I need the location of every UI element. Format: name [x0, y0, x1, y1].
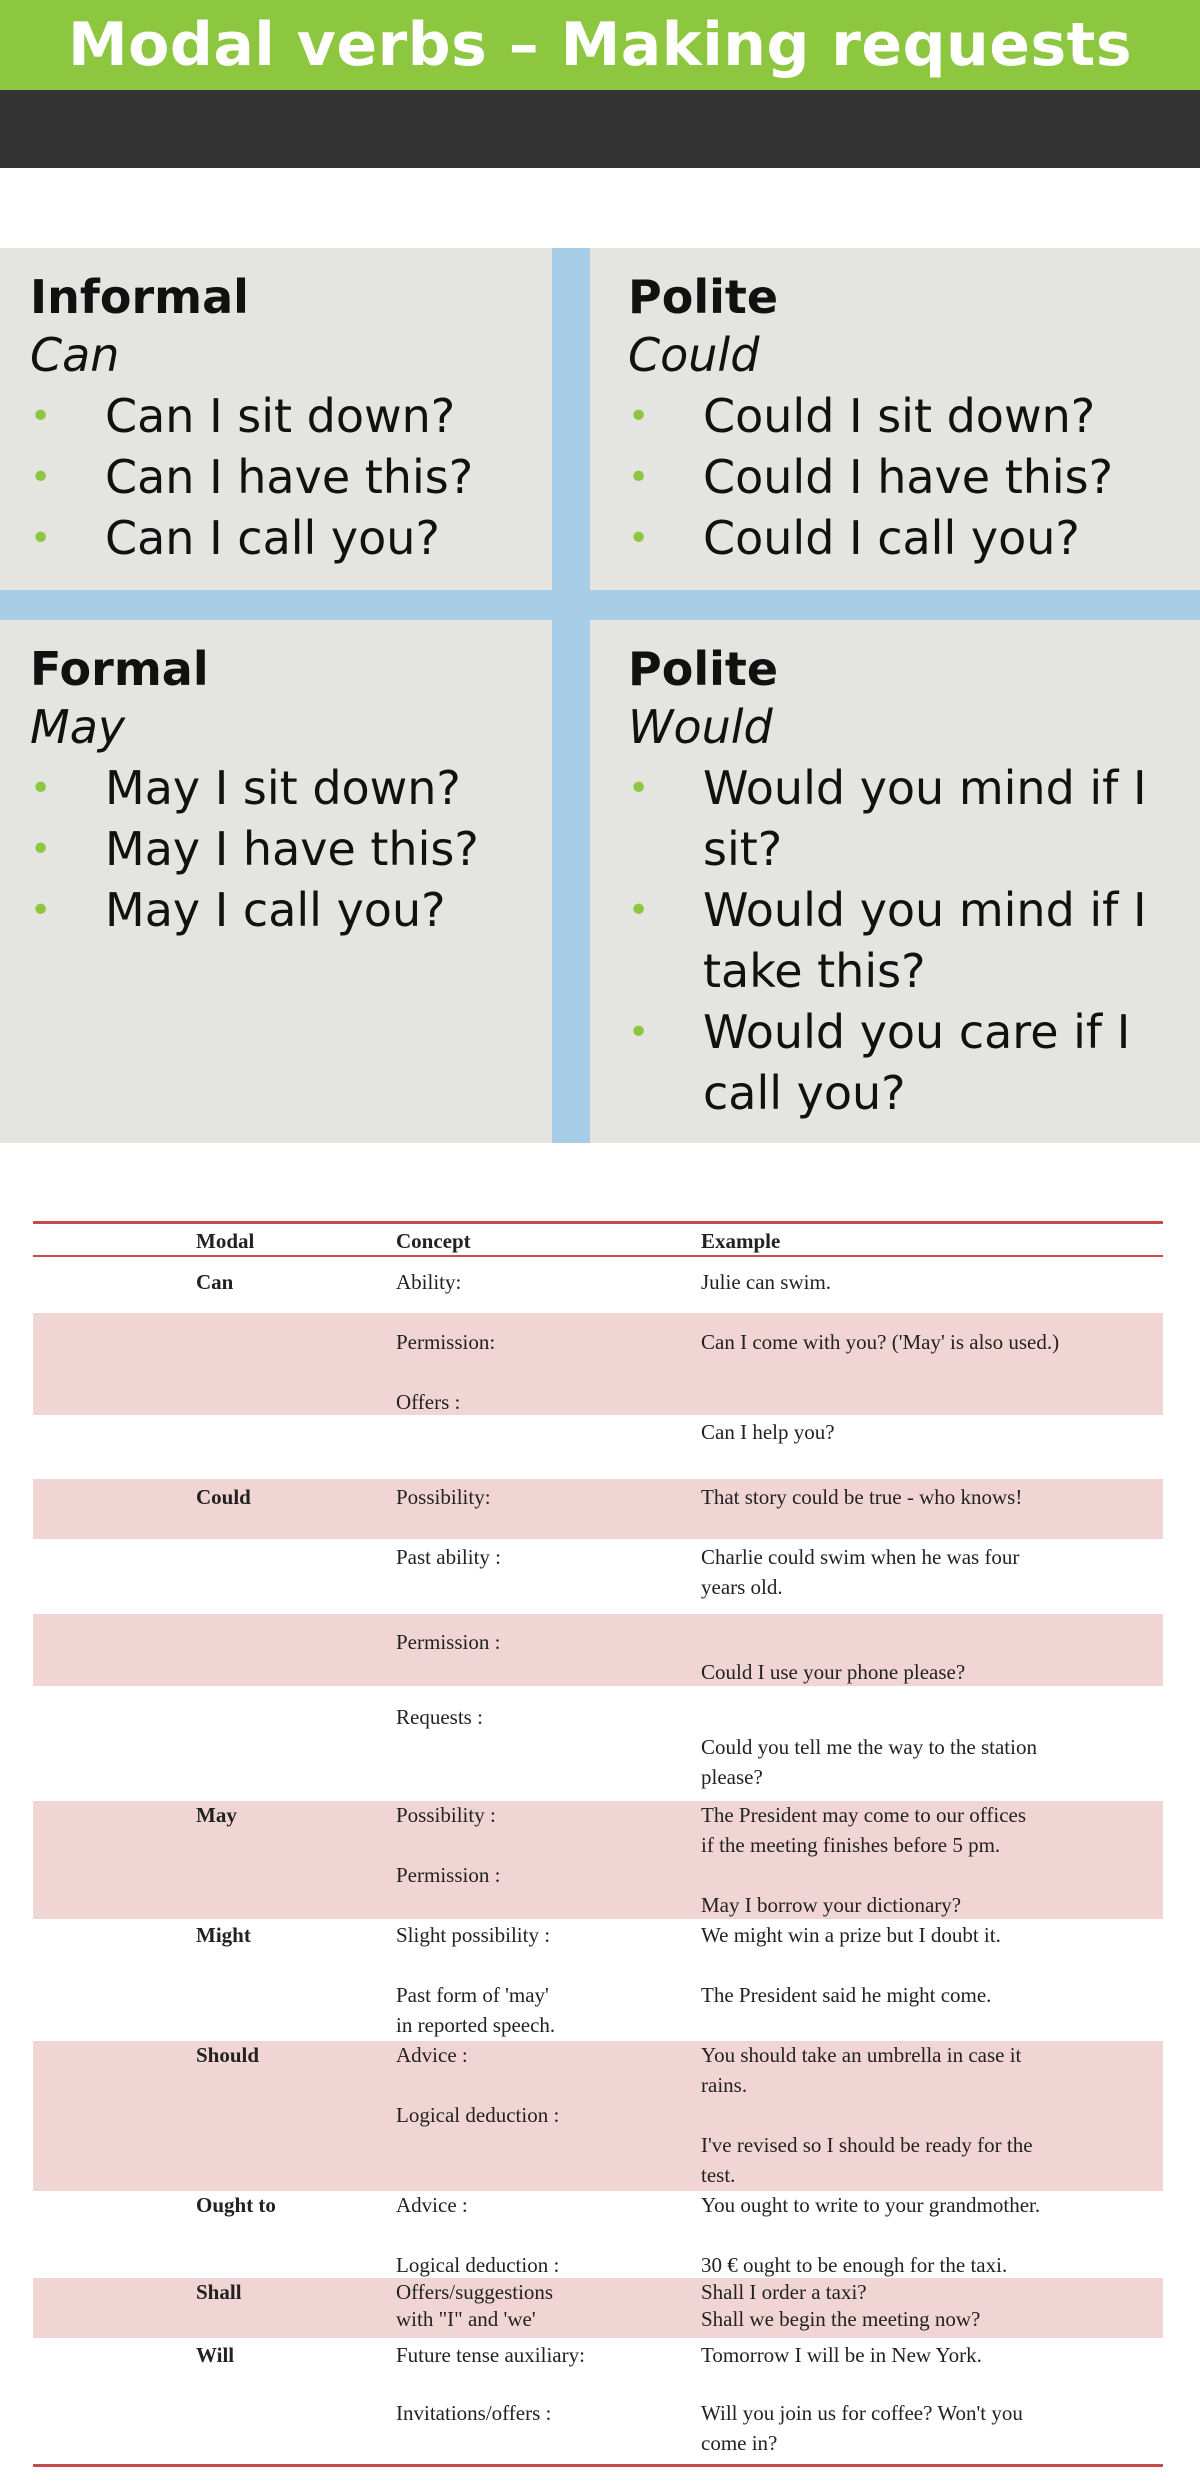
example-list [30, 758, 570, 941]
example-text: Could I sit down? [703, 389, 1096, 443]
bullet-icon: • [30, 457, 52, 498]
cell-modal: Should [196, 2043, 260, 2067]
bullet-icon: • [30, 396, 52, 437]
example-text: Could I call you? [703, 511, 1080, 565]
cell-example: if the meeting finishes before 5 pm. [701, 1833, 1001, 1857]
cell-example: Shall we begin the meeting now? [701, 2307, 981, 2331]
quadrant-heading: Formal [30, 642, 209, 696]
cell-concept: Possibility : [396, 1803, 496, 1827]
list-item [30, 819, 570, 880]
cell-example: That story could be true - who knows! [701, 1485, 1023, 1509]
cell-example: rains. [701, 2073, 748, 2097]
cell-concept: Permission: [396, 1330, 496, 1354]
table-header-rule [33, 1255, 1163, 1257]
list-item [628, 386, 1168, 447]
cell-modal: Could [196, 1485, 251, 1509]
quadrant-grid [0, 248, 1200, 1143]
title-banner [0, 0, 1200, 90]
cell-concept: Requests : [396, 1705, 483, 1729]
bullet-icon: • [30, 518, 52, 559]
table-band [33, 1614, 1163, 1686]
cell-example: We might win a prize but I doubt it. [701, 1923, 1001, 1947]
cell-modal: Can [196, 1270, 234, 1294]
example-list [628, 758, 1168, 1124]
example-text: Would you care if I call you? [703, 1005, 1131, 1120]
cell-example: Tomorrow I will be in New York. [701, 2343, 982, 2367]
cell-example: test. [701, 2163, 736, 2187]
bullet-icon: • [628, 518, 650, 559]
quadrant-modal: Can [30, 328, 120, 382]
list-item [30, 880, 570, 941]
table-bottom-rule [33, 2464, 1163, 2467]
cell-example: You should take an umbrella in case it [701, 2043, 1022, 2067]
cell-concept: Offers/suggestions [396, 2280, 554, 2304]
list-item [628, 1002, 1168, 1124]
cell-example: Can I come with you? ('May' is also used.) [701, 1330, 1060, 1354]
quadrant-heading: Informal [30, 270, 249, 324]
cell-example: 30 € ought to be enough for the taxi. [701, 2253, 1008, 2277]
list-item [628, 880, 1168, 1002]
cell-modal: Might [196, 1923, 251, 1947]
quadrant-polite-would [590, 620, 1200, 1143]
bullet-icon: • [30, 829, 52, 870]
header-modal: Modal [196, 1229, 255, 1253]
cell-example: Julie can swim. [701, 1270, 832, 1294]
quadrant-formal [0, 620, 552, 1143]
cell-example: Will you join us for coffee? Won't you [701, 2401, 1023, 2425]
cell-example: Can I help you? [701, 1420, 835, 1444]
table-header [33, 1225, 1163, 1255]
header-concept: Concept [396, 1229, 471, 1253]
list-item [628, 758, 1168, 880]
cell-concept: Logical deduction : [396, 2253, 560, 2277]
example-text: Would you mind if I take this? [703, 883, 1147, 998]
example-text: May I sit down? [105, 761, 461, 815]
example-list [30, 386, 570, 569]
cell-concept: Ability: [396, 1270, 462, 1294]
list-item [628, 508, 1168, 569]
bullet-icon: • [628, 890, 650, 931]
cell-concept: with "I" and 'we' [396, 2307, 536, 2331]
bullet-icon: • [30, 890, 52, 931]
header-bar [0, 90, 1200, 168]
cell-example: Could you tell me the way to the station [701, 1735, 1037, 1759]
quadrant-informal [0, 248, 552, 590]
header-example: Example [701, 1229, 781, 1253]
bullet-icon: • [30, 768, 52, 809]
bullet-icon: • [628, 1012, 650, 1053]
cell-example: Charlie could swim when he was four [701, 1545, 1020, 1569]
cell-example: I've revised so I should be ready for the [701, 2133, 1033, 2157]
cell-concept: Future tense auxiliary: [396, 2343, 585, 2367]
cell-concept: Past form of 'may' [396, 1983, 549, 2007]
bullet-icon: • [628, 396, 650, 437]
example-text: Could I have this? [703, 450, 1114, 504]
cell-modal: Shall [196, 2280, 242, 2304]
cell-example: The President may come to our offices [701, 1803, 1027, 1827]
quadrant-heading: Polite [628, 642, 779, 696]
list-item [30, 758, 570, 819]
cell-example: May I borrow your dictionary? [701, 1893, 962, 1917]
cell-concept: Permission : [396, 1630, 501, 1654]
cell-concept: Possibility: [396, 1485, 491, 1509]
quadrant-heading: Polite [628, 270, 779, 324]
example-text: Can I have this? [105, 450, 474, 504]
cell-modal: Will [196, 2343, 235, 2367]
example-text: Can I call you? [105, 511, 440, 565]
cell-concept: Logical deduction : [396, 2103, 560, 2127]
cell-concept: Advice : [396, 2043, 468, 2067]
list-item [30, 386, 570, 447]
cell-concept: Invitations/offers : [396, 2401, 552, 2425]
page-title: Modal verbs – Making requests [67, 10, 1133, 80]
example-text: Would you mind if I sit? [703, 761, 1147, 876]
cell-modal: May [196, 1803, 237, 1827]
list-item [30, 447, 570, 508]
list-item [628, 447, 1168, 508]
quadrant-modal: May [30, 700, 126, 754]
quadrant-modal: Would [628, 700, 773, 754]
cell-concept: Past ability : [396, 1545, 501, 1569]
cell-example: You ought to write to your grandmother. [701, 2193, 1041, 2217]
bullet-icon: • [628, 457, 650, 498]
cell-concept: Offers : [396, 1390, 461, 1414]
cell-example: come in? [701, 2431, 778, 2455]
example-text: May I have this? [105, 822, 479, 876]
cell-concept: Slight possibility : [396, 1923, 551, 1947]
example-text: Can I sit down? [105, 389, 456, 443]
cell-modal: Ought to [196, 2193, 276, 2217]
example-list [628, 386, 1168, 569]
cell-concept: in reported speech. [396, 2013, 556, 2037]
quadrant-polite-could [590, 248, 1200, 590]
cell-example: please? [701, 1765, 763, 1789]
table-top-rule [33, 1221, 1163, 1224]
cell-example: Could I use your phone please? [701, 1660, 966, 1684]
cell-example: Shall I order a taxi? [701, 2280, 867, 2304]
cell-concept: Advice : [396, 2193, 468, 2217]
cell-example: The President said he might come. [701, 1983, 992, 2007]
cell-example: years old. [701, 1575, 783, 1599]
list-item [30, 508, 570, 569]
example-text: May I call you? [105, 883, 446, 937]
quadrant-modal: Could [628, 328, 760, 382]
bullet-icon: • [628, 768, 650, 809]
cell-concept: Permission : [396, 1863, 501, 1887]
